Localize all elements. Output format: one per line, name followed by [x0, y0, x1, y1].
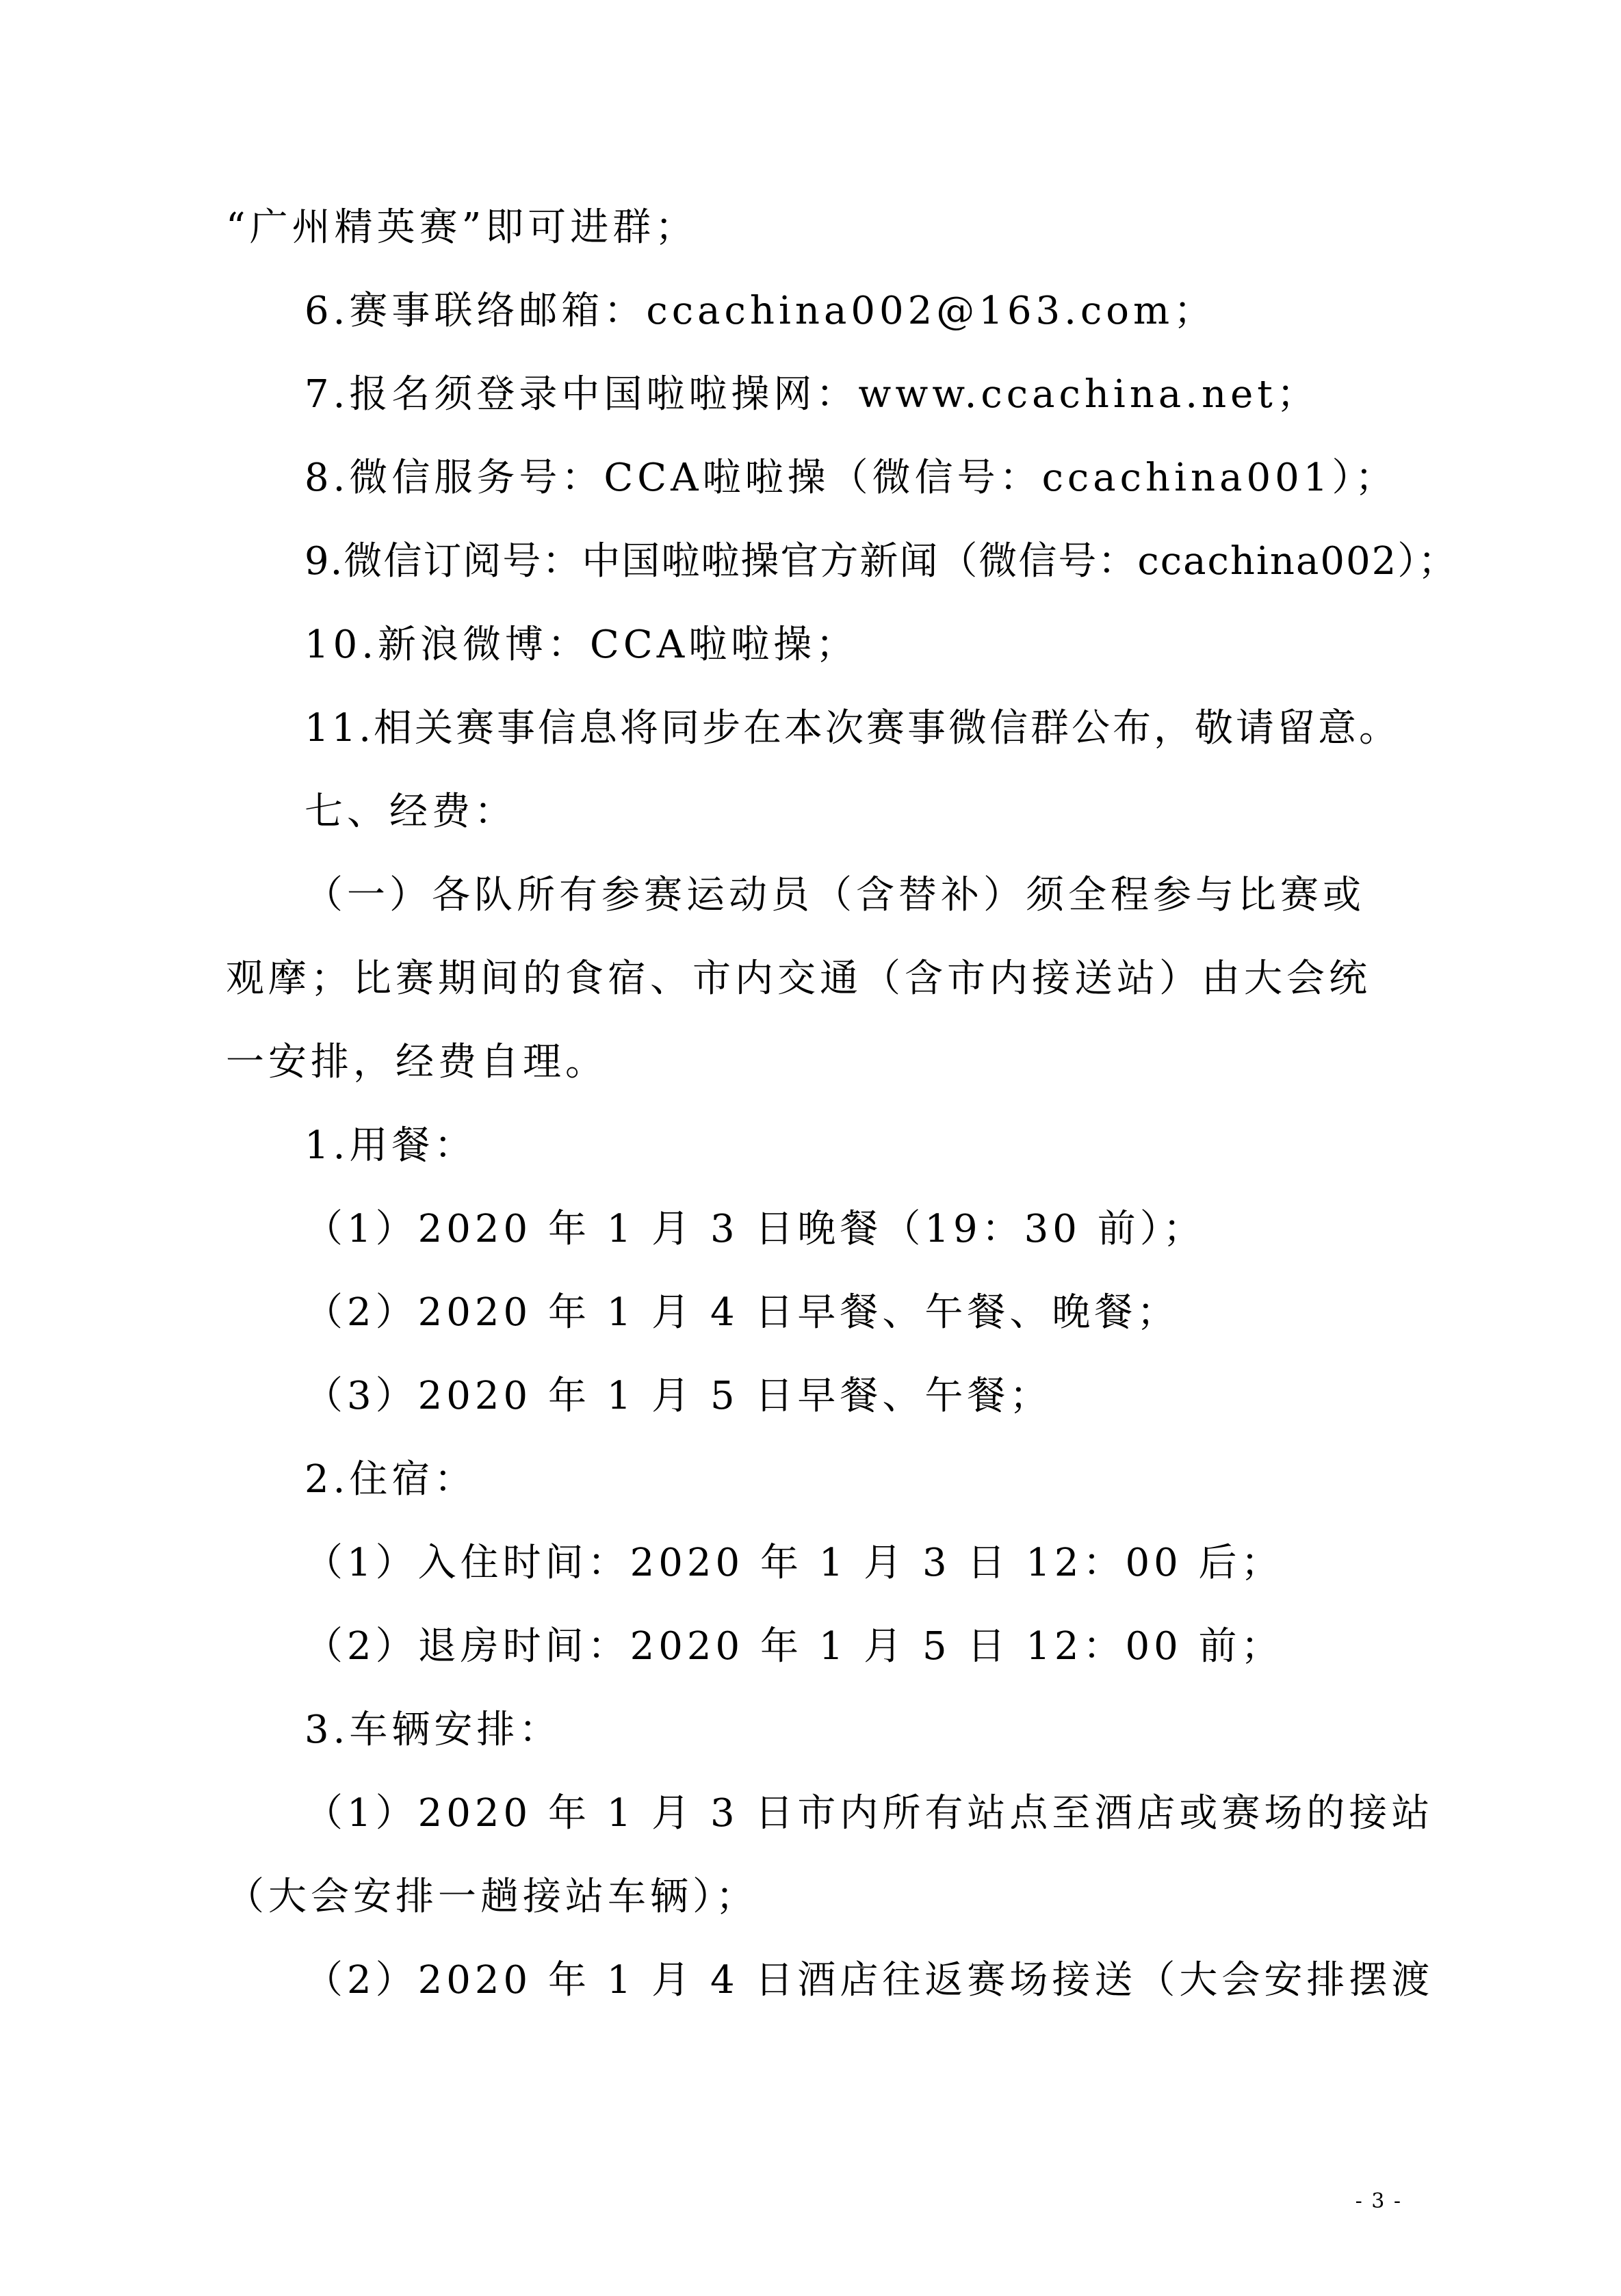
- page-number: - 3 -: [1355, 2189, 1402, 2213]
- text-line: 10.新浪微博：CCA啦啦操；: [304, 623, 859, 667]
- text-line: （1）2020 年 1 月 3 日晚餐（19：30 前）；: [304, 1207, 1206, 1251]
- text-line: （3）2020 年 1 月 5 日早餐、午餐；: [304, 1374, 1052, 1418]
- text-line: 6.赛事联络邮箱：ccachina002@163.com；: [304, 289, 1217, 333]
- text-line: 9.微信订阅号：中国啦啦操官方新闻（微信号：ccachina002）；: [304, 539, 1458, 584]
- text-line: （一）各队所有参赛运动员（含替补）须全程参与比赛或: [304, 873, 1365, 917]
- text-line: 11.相关赛事信息将同步在本次赛事微信群公布，敬请留意。: [304, 706, 1401, 751]
- subsection-heading: 3.车辆安排：: [304, 1708, 562, 1752]
- text-line: （1）2020 年 1 月 3 日市内所有站点至酒店或赛场的接站: [304, 1791, 1434, 1836]
- text-line: （2）退房时间：2020 年 1 月 5 日 12：00 前；: [304, 1624, 1284, 1669]
- section-heading: 七、经费：: [304, 790, 517, 834]
- text-line: 一安排，经费自理。: [226, 1040, 608, 1084]
- text-line: （1）入住时间：2020 年 1 月 3 日 12：00 后；: [304, 1541, 1284, 1585]
- text-line: （2）2020 年 1 月 4 日酒店往返赛场接送（大会安排摆渡: [304, 1958, 1434, 2003]
- text-line: 8.微信服务号：CCA啦啦操（微信号：ccachina001）；: [304, 456, 1398, 500]
- text-line: 观摩；比赛期间的食宿、市内交通（含市内接送站）由大会统: [226, 956, 1371, 1001]
- text-line: 7.报名须登录中国啦啦操网：www.ccachina.net；: [304, 372, 1319, 417]
- subsection-heading: 1.用餐：: [304, 1123, 477, 1168]
- subsection-heading: 2.住宿：: [304, 1457, 477, 1502]
- text-line: “广州精英赛”即可进群；: [226, 205, 698, 250]
- text-line: （2）2020 年 1 月 4 日早餐、午餐、晚餐；: [304, 1290, 1180, 1335]
- text-line: （大会安排一趟接站车辆）；: [226, 1875, 758, 1919]
